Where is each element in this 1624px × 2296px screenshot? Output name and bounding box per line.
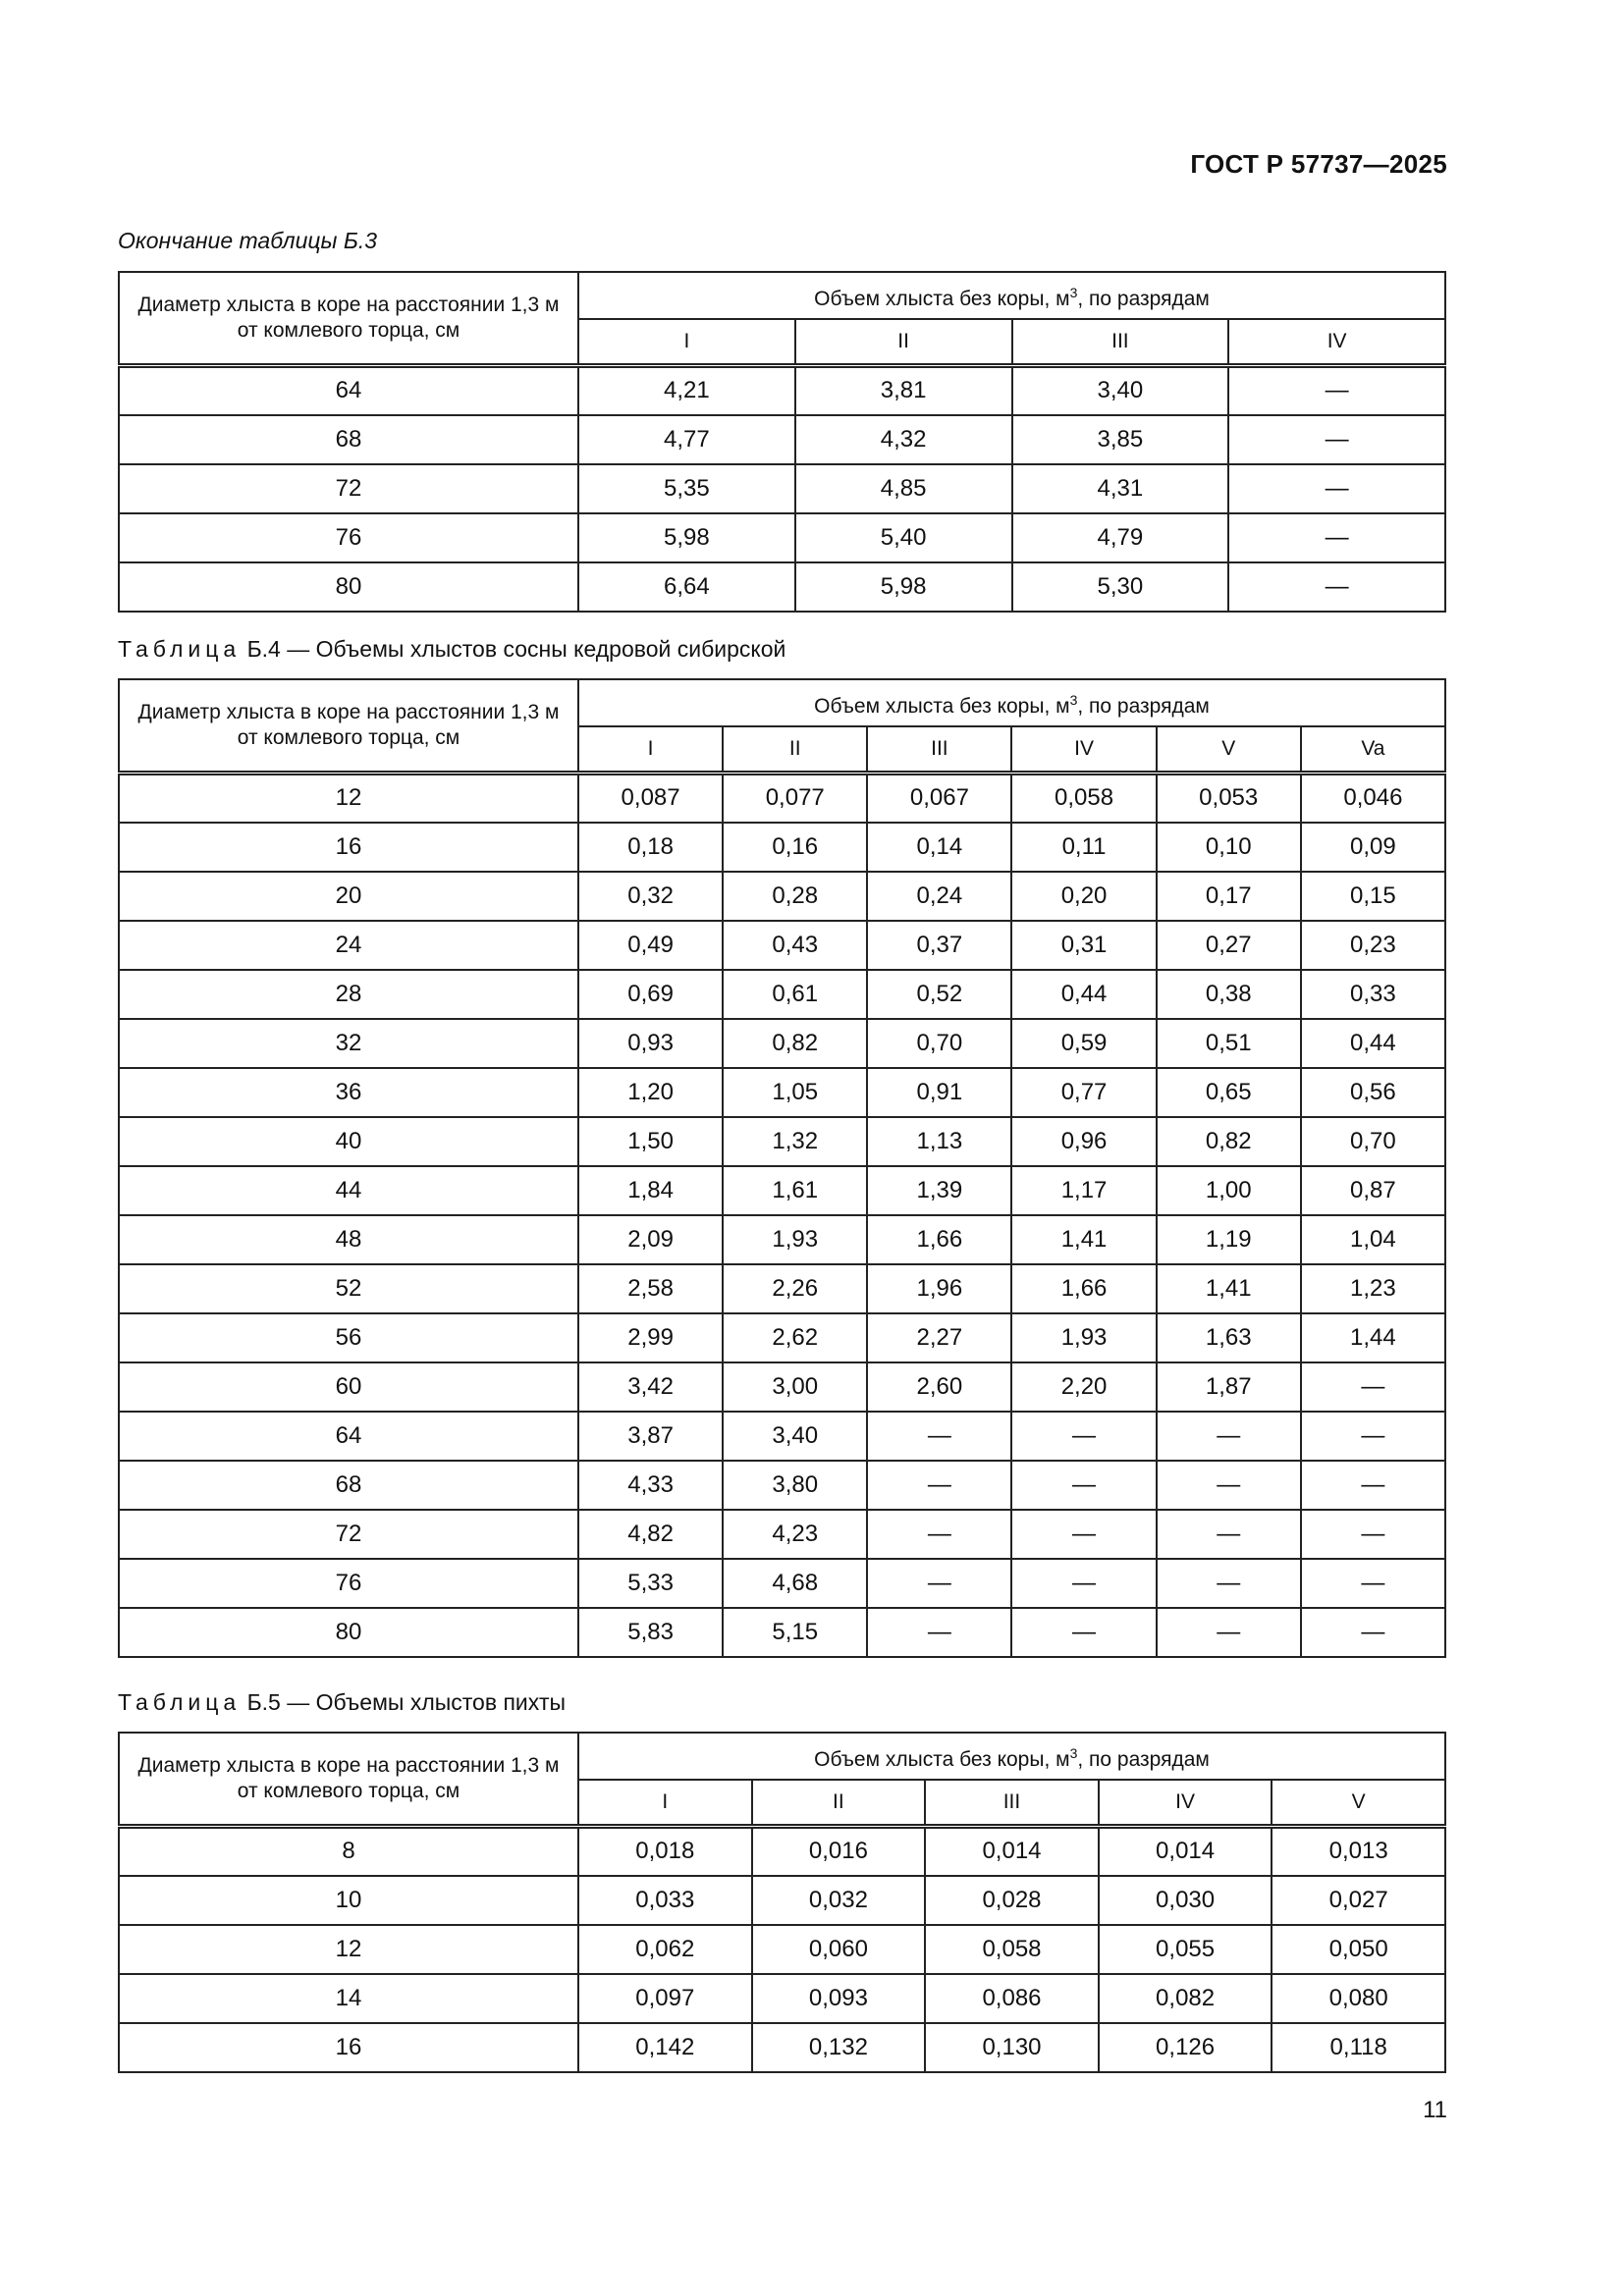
volume-cell: 0,013 xyxy=(1272,1827,1445,1876)
table-b5 xyxy=(118,1732,1446,2073)
class-header: II xyxy=(795,319,1012,366)
volume-cell: 3,40 xyxy=(723,1412,867,1461)
volume-cell: — xyxy=(1011,1412,1156,1461)
volume-cell: 0,27 xyxy=(1157,921,1301,970)
diameter-cell: 72 xyxy=(119,1510,578,1559)
volume-cell: 4,68 xyxy=(723,1559,867,1608)
volume-cell: 2,20 xyxy=(1011,1362,1156,1412)
diameter-cell: 16 xyxy=(119,2023,578,2072)
volume-cell: 0,51 xyxy=(1157,1019,1301,1068)
table-row xyxy=(119,1019,1445,1068)
table-row xyxy=(119,2023,1445,2072)
volume-cell: 0,23 xyxy=(1301,921,1445,970)
volume-cell: 0,058 xyxy=(925,1925,1099,1974)
diameter-cell: 56 xyxy=(119,1313,578,1362)
volume-cell: 1,44 xyxy=(1301,1313,1445,1362)
volume-column-header xyxy=(578,679,1445,726)
volume-cell: — xyxy=(1228,366,1445,415)
table-row xyxy=(119,513,1445,562)
volume-cell: — xyxy=(1157,1559,1301,1608)
diameter-cell: 8 xyxy=(119,1827,578,1876)
table-row xyxy=(119,872,1445,921)
volume-cell: 3,85 xyxy=(1012,415,1229,464)
volume-cell: 0,18 xyxy=(578,823,723,872)
volume-cell: 0,31 xyxy=(1011,921,1156,970)
class-header: III xyxy=(867,726,1011,774)
volume-cell: 2,99 xyxy=(578,1313,723,1362)
volume-cell: 0,77 xyxy=(1011,1068,1156,1117)
volume-cell: 0,058 xyxy=(1011,774,1156,823)
class-header: IV xyxy=(1228,319,1445,366)
table-row xyxy=(119,1412,1445,1461)
volume-cell: 0,70 xyxy=(867,1019,1011,1068)
volume-cell: 0,11 xyxy=(1011,823,1156,872)
volume-cell: — xyxy=(1228,464,1445,513)
volume-cell: — xyxy=(1301,1461,1445,1510)
class-header: I xyxy=(578,1780,752,1827)
diameter-cell: 24 xyxy=(119,921,578,970)
volume-cell: — xyxy=(1301,1362,1445,1412)
volume-cell: 0,018 xyxy=(578,1827,752,1876)
volume-cell: — xyxy=(1301,1510,1445,1559)
table-row xyxy=(119,1117,1445,1166)
volume-cell: 0,93 xyxy=(578,1019,723,1068)
volume-cell: 0,086 xyxy=(925,1974,1099,2023)
volume-cell: 0,032 xyxy=(752,1876,926,1925)
volume-cell: 3,87 xyxy=(578,1412,723,1461)
volume-cell: 0,44 xyxy=(1011,970,1156,1019)
class-header: II xyxy=(723,726,867,774)
volume-cell: 0,69 xyxy=(578,970,723,1019)
volume-cell: 1,13 xyxy=(867,1117,1011,1166)
volume-cell: 0,033 xyxy=(578,1876,752,1925)
volume-cell: 4,23 xyxy=(723,1510,867,1559)
diameter-column-header: Диаметр хлыста в коре на расстоянии 1,3 м от комлевого торца, см xyxy=(119,1733,578,1827)
volume-cell: 0,080 xyxy=(1272,1974,1445,2023)
volume-cell: 0,96 xyxy=(1011,1117,1156,1166)
class-header: IV xyxy=(1011,726,1156,774)
volume-cell: 0,097 xyxy=(578,1974,752,2023)
table-row xyxy=(119,415,1445,464)
diameter-cell: 20 xyxy=(119,872,578,921)
diameter-cell: 44 xyxy=(119,1166,578,1215)
diameter-column-header: Диаметр хлыста в коре на расстоянии 1,3 м от комлевого торца, см xyxy=(119,272,578,366)
volume-cell: 1,50 xyxy=(578,1117,723,1166)
diameter-cell: 76 xyxy=(119,513,578,562)
table-b5-caption xyxy=(118,1689,566,1716)
volume-cell: — xyxy=(1301,1559,1445,1608)
volume-cell: 0,046 xyxy=(1301,774,1445,823)
volume-cell: 0,52 xyxy=(867,970,1011,1019)
diameter-cell: 40 xyxy=(119,1117,578,1166)
table-row xyxy=(119,970,1445,1019)
volume-cell: 1,93 xyxy=(723,1215,867,1264)
table-b3-caption: Окончание таблицы Б.3 xyxy=(118,228,378,253)
volume-cell: 0,28 xyxy=(723,872,867,921)
table-row xyxy=(119,1608,1445,1657)
volume-cell: 2,09 xyxy=(578,1215,723,1264)
volume-cell: — xyxy=(867,1412,1011,1461)
volume-cell: 1,17 xyxy=(1011,1166,1156,1215)
table-row xyxy=(119,1876,1445,1925)
volume-cell: 1,93 xyxy=(1011,1313,1156,1362)
class-header: I xyxy=(578,319,795,366)
class-header: V xyxy=(1157,726,1301,774)
volume-cell: — xyxy=(867,1461,1011,1510)
diameter-cell: 80 xyxy=(119,562,578,612)
volume-cell: 1,87 xyxy=(1157,1362,1301,1412)
class-header: Va xyxy=(1301,726,1445,774)
volume-cell: 0,14 xyxy=(867,823,1011,872)
volume-cell: 0,142 xyxy=(578,2023,752,2072)
volume-cell: 0,067 xyxy=(867,774,1011,823)
volume-cell: 1,32 xyxy=(723,1117,867,1166)
table-row xyxy=(119,366,1445,415)
diameter-cell: 60 xyxy=(119,1362,578,1412)
volume-cell: 1,66 xyxy=(867,1215,1011,1264)
diameter-cell: 52 xyxy=(119,1264,578,1313)
volume-cell: 0,055 xyxy=(1099,1925,1272,1974)
class-header: III xyxy=(925,1780,1099,1827)
volume-cell: 4,33 xyxy=(578,1461,723,1510)
volume-cell: 1,04 xyxy=(1301,1215,1445,1264)
unit-exponent: 3 xyxy=(1069,691,1078,708)
table-b4-caption-label: Таблица xyxy=(118,636,242,662)
volume-cell: 4,85 xyxy=(795,464,1012,513)
table-row xyxy=(119,1166,1445,1215)
volume-cell: 4,21 xyxy=(578,366,795,415)
volume-cell: — xyxy=(1011,1608,1156,1657)
volume-cell: 5,83 xyxy=(578,1608,723,1657)
table-row xyxy=(119,1313,1445,1362)
volume-cell: — xyxy=(1157,1412,1301,1461)
diameter-cell: 48 xyxy=(119,1215,578,1264)
page-number: 11 xyxy=(1423,2097,1447,2123)
diameter-cell: 80 xyxy=(119,1608,578,1657)
volume-cell: 0,062 xyxy=(578,1925,752,1974)
volume-cell: 3,00 xyxy=(723,1362,867,1412)
volume-cell: 1,61 xyxy=(723,1166,867,1215)
table-row xyxy=(119,1559,1445,1608)
volume-cell: 4,32 xyxy=(795,415,1012,464)
diameter-cell: 68 xyxy=(119,415,578,464)
volume-cell: 1,39 xyxy=(867,1166,1011,1215)
table-row xyxy=(119,1461,1445,1510)
volume-cell: — xyxy=(1157,1461,1301,1510)
volume-cell: 0,014 xyxy=(925,1827,1099,1876)
class-header: V xyxy=(1272,1780,1445,1827)
volume-cell: 4,79 xyxy=(1012,513,1229,562)
table-b5-caption-label: Таблица xyxy=(118,1689,242,1715)
volume-cell: 4,77 xyxy=(578,415,795,464)
diameter-cell: 10 xyxy=(119,1876,578,1925)
volume-header-suffix: , по разрядам xyxy=(1077,1747,1210,1771)
volume-cell: 0,014 xyxy=(1099,1827,1272,1876)
volume-cell: 6,64 xyxy=(578,562,795,612)
volume-cell: 5,98 xyxy=(578,513,795,562)
table-b3 xyxy=(118,271,1446,613)
volume-cell: 0,33 xyxy=(1301,970,1445,1019)
volume-cell: 0,17 xyxy=(1157,872,1301,921)
volume-cell: 1,05 xyxy=(723,1068,867,1117)
volume-header-suffix: , по разрядам xyxy=(1077,287,1210,310)
volume-cell: 0,16 xyxy=(723,823,867,872)
volume-cell: 0,32 xyxy=(578,872,723,921)
volume-header-text: Объем хлыста без коры, м xyxy=(814,287,1070,310)
volume-cell: — xyxy=(867,1559,1011,1608)
volume-cell: 3,80 xyxy=(723,1461,867,1510)
volume-header-text: Объем хлыста без коры, м xyxy=(814,1747,1070,1771)
table-row xyxy=(119,1827,1445,1876)
volume-cell: 0,132 xyxy=(752,2023,926,2072)
volume-cell: 5,35 xyxy=(578,464,795,513)
volume-cell: 0,82 xyxy=(723,1019,867,1068)
table-row xyxy=(119,1215,1445,1264)
diameter-cell: 72 xyxy=(119,464,578,513)
volume-cell: — xyxy=(867,1608,1011,1657)
volume-cell: 0,15 xyxy=(1301,872,1445,921)
unit-exponent: 3 xyxy=(1069,1744,1078,1761)
diameter-cell: 28 xyxy=(119,970,578,1019)
table-b5-caption-text: Б.5 — Объемы хлыстов пихты xyxy=(241,1689,567,1715)
class-header: III xyxy=(1012,319,1229,366)
volume-cell: 1,84 xyxy=(578,1166,723,1215)
volume-cell: 0,053 xyxy=(1157,774,1301,823)
volume-cell: 0,43 xyxy=(723,921,867,970)
volume-cell: 2,60 xyxy=(867,1362,1011,1412)
volume-cell: 5,33 xyxy=(578,1559,723,1608)
volume-cell: 5,40 xyxy=(795,513,1012,562)
volume-cell: — xyxy=(1011,1461,1156,1510)
volume-cell: 0,20 xyxy=(1011,872,1156,921)
volume-cell: 0,082 xyxy=(1099,1974,1272,2023)
volume-cell: 2,58 xyxy=(578,1264,723,1313)
diameter-cell: 64 xyxy=(119,1412,578,1461)
volume-cell: 0,030 xyxy=(1099,1876,1272,1925)
volume-cell: — xyxy=(1228,513,1445,562)
volume-cell: 1,00 xyxy=(1157,1166,1301,1215)
diameter-cell: 68 xyxy=(119,1461,578,1510)
volume-cell: 0,126 xyxy=(1099,2023,1272,2072)
volume-cell: 1,19 xyxy=(1157,1215,1301,1264)
volume-cell: 4,82 xyxy=(578,1510,723,1559)
volume-cell: 0,37 xyxy=(867,921,1011,970)
volume-cell: 1,63 xyxy=(1157,1313,1301,1362)
volume-cell: 0,38 xyxy=(1157,970,1301,1019)
diameter-cell: 76 xyxy=(119,1559,578,1608)
volume-cell: — xyxy=(1301,1412,1445,1461)
volume-cell: 2,27 xyxy=(867,1313,1011,1362)
volume-cell: — xyxy=(1228,562,1445,612)
volume-header-suffix: , по разрядам xyxy=(1077,694,1210,718)
unit-exponent: 3 xyxy=(1069,284,1078,300)
volume-cell: 0,130 xyxy=(925,2023,1099,2072)
volume-cell: 0,65 xyxy=(1157,1068,1301,1117)
diameter-cell: 36 xyxy=(119,1068,578,1117)
volume-cell: 0,61 xyxy=(723,970,867,1019)
volume-cell: 1,96 xyxy=(867,1264,1011,1313)
diameter-cell: 16 xyxy=(119,823,578,872)
volume-cell: 0,82 xyxy=(1157,1117,1301,1166)
volume-cell: — xyxy=(1301,1608,1445,1657)
volume-cell: 5,15 xyxy=(723,1608,867,1657)
volume-cell: 0,118 xyxy=(1272,2023,1445,2072)
volume-cell: 0,49 xyxy=(578,921,723,970)
volume-cell: — xyxy=(867,1510,1011,1559)
table-row xyxy=(119,1974,1445,2023)
volume-cell: 0,44 xyxy=(1301,1019,1445,1068)
table-b4-caption xyxy=(118,636,785,663)
volume-cell: 0,060 xyxy=(752,1925,926,1974)
volume-cell: 1,23 xyxy=(1301,1264,1445,1313)
volume-cell: 1,41 xyxy=(1011,1215,1156,1264)
volume-cell: 0,087 xyxy=(578,774,723,823)
document-standard-header: ГОСТ Р 57737—2025 xyxy=(1190,149,1447,179)
class-header: IV xyxy=(1099,1780,1272,1827)
volume-cell: 5,98 xyxy=(795,562,1012,612)
volume-cell: 4,31 xyxy=(1012,464,1229,513)
volume-cell: — xyxy=(1228,415,1445,464)
table-row xyxy=(119,1264,1445,1313)
class-header: I xyxy=(578,726,723,774)
volume-cell: 0,077 xyxy=(723,774,867,823)
volume-cell: — xyxy=(1157,1608,1301,1657)
volume-cell: 3,42 xyxy=(578,1362,723,1412)
table-row xyxy=(119,1362,1445,1412)
volume-cell: 2,26 xyxy=(723,1264,867,1313)
table-row xyxy=(119,1068,1445,1117)
table-row xyxy=(119,1925,1445,1974)
diameter-cell: 64 xyxy=(119,366,578,415)
table-b4-caption-text: Б.4 — Объемы хлыстов сосны кедровой сибирской xyxy=(241,636,786,662)
volume-cell: 3,81 xyxy=(795,366,1012,415)
diameter-column-header: Диаметр хлыста в коре на расстоянии 1,3 м от комлевого торца, см xyxy=(119,679,578,774)
volume-cell: 0,59 xyxy=(1011,1019,1156,1068)
volume-cell: 0,56 xyxy=(1301,1068,1445,1117)
volume-cell: 0,24 xyxy=(867,872,1011,921)
volume-cell: 0,10 xyxy=(1157,823,1301,872)
diameter-cell: 12 xyxy=(119,774,578,823)
volume-cell: 0,028 xyxy=(925,1876,1099,1925)
volume-cell: 0,91 xyxy=(867,1068,1011,1117)
volume-column-header xyxy=(578,272,1445,319)
volume-cell: 1,66 xyxy=(1011,1264,1156,1313)
class-header: II xyxy=(752,1780,926,1827)
table-row xyxy=(119,464,1445,513)
volume-cell: 0,016 xyxy=(752,1827,926,1876)
volume-column-header xyxy=(578,1733,1445,1780)
volume-cell: 1,41 xyxy=(1157,1264,1301,1313)
table-row xyxy=(119,1510,1445,1559)
volume-cell: — xyxy=(1157,1510,1301,1559)
volume-cell: 0,70 xyxy=(1301,1117,1445,1166)
volume-cell: 0,050 xyxy=(1272,1925,1445,1974)
table-row xyxy=(119,774,1445,823)
volume-cell: — xyxy=(1011,1510,1156,1559)
diameter-cell: 12 xyxy=(119,1925,578,1974)
volume-cell: — xyxy=(1011,1559,1156,1608)
volume-header-text: Объем хлыста без коры, м xyxy=(814,694,1070,718)
table-row xyxy=(119,823,1445,872)
volume-cell: 3,40 xyxy=(1012,366,1229,415)
table-row xyxy=(119,921,1445,970)
volume-cell: 0,093 xyxy=(752,1974,926,2023)
diameter-cell: 32 xyxy=(119,1019,578,1068)
volume-cell: 1,20 xyxy=(578,1068,723,1117)
table-row xyxy=(119,562,1445,612)
diameter-cell: 14 xyxy=(119,1974,578,2023)
volume-cell: 5,30 xyxy=(1012,562,1229,612)
volume-cell: 2,62 xyxy=(723,1313,867,1362)
table-b4 xyxy=(118,678,1446,1658)
volume-cell: 0,027 xyxy=(1272,1876,1445,1925)
volume-cell: 0,09 xyxy=(1301,823,1445,872)
volume-cell: 0,87 xyxy=(1301,1166,1445,1215)
